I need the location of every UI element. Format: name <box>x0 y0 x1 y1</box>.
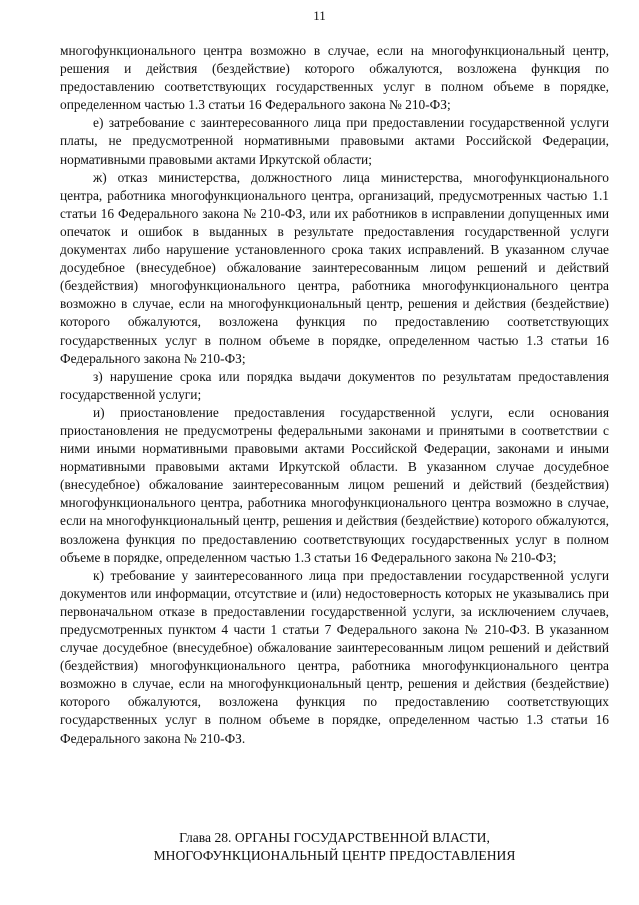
page-number: 11 <box>313 8 326 23</box>
chapter-heading <box>60 829 609 865</box>
paragraph-item-e: е) затребование с заинтересованного лица при предоставлении государственной услуги платы, не предусмотренной нормативными правовыми актами Российской Федерации, нормативными правовыми актами Иркутской области; <box>60 115 609 167</box>
paragraph-item-k: к) требование у заинтересованного лица при предоставлении государственной услуги документов или информации, отсутствие и (или) недостоверность которых не указывались при первоначальном отказе в предоставлении государственной услуги, за исключением случаев, предусмотренных пунктом 4 части 1 статьи 7 Федерального закона № 210-ФЗ. В указанном случае досудебное (внесудебное) обжалование заинтересованным лицом решений и действий (бездействия) многофункционального центра, работника многофункционального центра возможно в случае, если на многофункциональный центр, решения и действия (бездействие) которого обжалуются, возложена функция по предоставлению соответствующих государственных услуг в полном объеме в порядке, определенном частью 1.3 статьи 16 Федерального закона № 210-ФЗ. <box>60 567 609 746</box>
paragraph-item-i: и) приостановление предоставления государственной услуги, если основания приостановления не предусмотрены федеральными законами и принятыми в соответствии с ними иными нормативными правовыми актами Российской Федерации, законами и иными нормативными правовыми актами Иркутской области. В указанном случае досудебное (внесудебное) обжалование заинтересованным лицом решений и действий (бездействия) многофункционального центра, работника многофункционального центра возможно в случае, если на многофункциональный центр, решения и действия (бездействие) которого обжалуются, возложена функция по предоставлению соответствующих государственных услуг в полном объеме в порядке, определенном частью 1.3 статьи 16 Федерального закона № 210-ФЗ; <box>60 404 609 565</box>
paragraph-item-zh: ж) отказ министерства, должностного лица министерства, многофункционального центра, работника многофункционального центра, организаций, предусмотренных частью 1.1 статьи 16 Федерального закона № 210-ФЗ, или их работников в исправлении допущенных ими опечаток и ошибок в выданных в результате предоставления государственной услуги документах либо нарушение установленного срока таких исправлений. В указанном случае досудебное (внесудебное) обжалование заинтересованным лицом решений и действий (бездействия) многофункционального центра, работника многофункционального центра возможно в случае, если на многофункциональный центр, решения и действия (бездействие) которого обжалуются, возложена функция по предоставлению соответствующих государственных услуг в полном объеме в порядке, определенном частью 1.3 статьи 16 Федерального закона № 210-ФЗ; <box>60 169 609 366</box>
paragraph-continuation: многофункционального центра возможно в случае, если на многофункциональный центр, решения и действия (бездействие) которого обжалуются, возложена функция по предоставлению соответствующих государственных услуг в полном объеме в порядке, определенном частью 1.3 статьи 16 Федерального закона № 210-ФЗ; <box>60 43 609 113</box>
chapter-heading-line-1: Глава 28. ОРГАНЫ ГОСУДАРСТВЕННОЙ ВЛАСТИ, <box>179 830 490 845</box>
chapter-heading-line-2: МНОГОФУНКЦИОНАЛЬНЫЙ ЦЕНТР ПРЕДОСТАВЛЕНИЯ <box>153 848 516 863</box>
paragraph-item-z: з) нарушение срока или порядка выдачи документов по результатам предоставления государственной услуги; <box>60 368 609 402</box>
document-body <box>60 42 609 748</box>
